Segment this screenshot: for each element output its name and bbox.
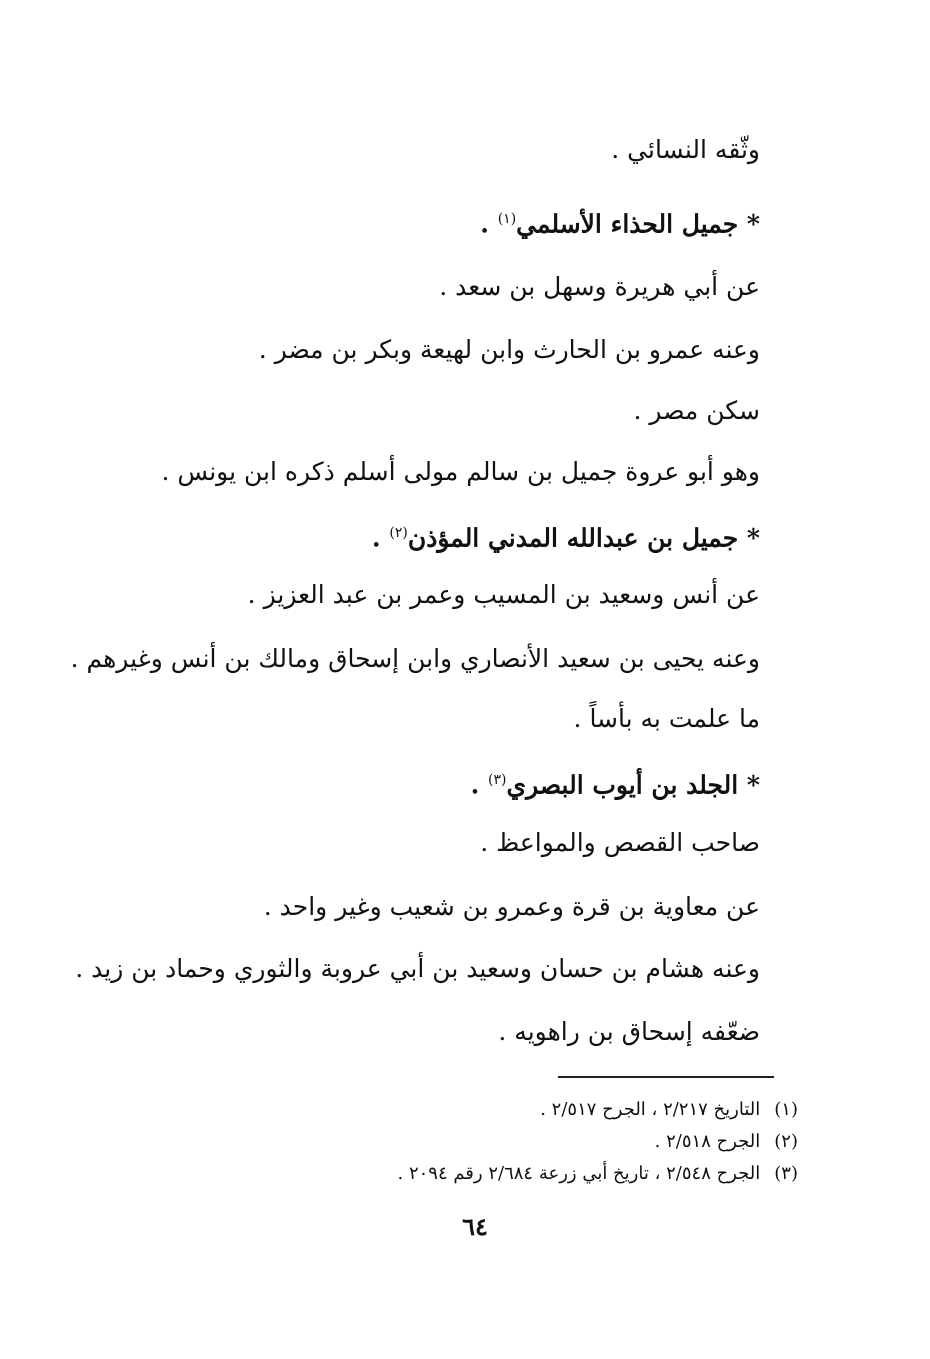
footnote-text: التاريخ ٢/٢١٧ ، الجرح ٢/٥١٧ . xyxy=(540,1099,761,1120)
footnote-text: الجرح ٢/٥٤٨ ، تاريخ أبي زرعة ٢/٦٨٤ رقم ٢٠٩٤ . xyxy=(397,1163,761,1184)
text-line: ما علمت به بأساً . xyxy=(573,704,760,733)
entry-title: الجلد بن أيوب البصري xyxy=(506,770,739,800)
footnote-ref: (٣) xyxy=(488,772,507,788)
text-line: عن معاوية بن قرة وعمرو بن شعيب وغير واحد . xyxy=(263,892,760,921)
entry-title: جميل بن عبدالله المدني المؤذن xyxy=(407,523,739,553)
footnote-ref: (٢) xyxy=(389,525,408,541)
text-line: وهو أبو عروة جميل بن سالم مولى أسلم ذكره ابن يونس . xyxy=(161,457,760,486)
footnote-number: (١) xyxy=(774,1099,798,1120)
text-line: وعنه هشام بن حسان وسعيد بن أبي عروبة والثوري وحماد بن زيد . xyxy=(75,954,760,983)
text-line: وعنه عمرو بن الحارث وابن لهيعة وبكر بن مضر . xyxy=(258,335,760,364)
text-line: عن أبي هريرة وسهل بن سعد . xyxy=(439,272,760,301)
entry-heading xyxy=(372,516,760,555)
footnote xyxy=(655,1130,798,1154)
entry-marker: * xyxy=(746,770,760,800)
entry-heading xyxy=(480,202,760,241)
footnote-divider xyxy=(558,1076,774,1078)
entry-marker: * xyxy=(746,523,760,553)
entry-end: . xyxy=(470,770,480,800)
page-number: ٦٤ xyxy=(462,1212,488,1241)
footnote-ref: (١) xyxy=(497,211,517,227)
text-line: صاحب القصص والمواعظ . xyxy=(480,828,760,857)
footnote xyxy=(540,1098,798,1122)
footnote xyxy=(397,1162,798,1186)
footnote-number: (٣) xyxy=(774,1163,798,1184)
text-line: ضعّفه إسحاق بن راهويه . xyxy=(498,1017,760,1046)
footnote-number: (٢) xyxy=(774,1131,798,1152)
entry-heading xyxy=(471,763,760,802)
entry-end: . xyxy=(480,209,489,239)
text-line: عن أنس وسعيد بن المسيب وعمر بن عبد العزيز . xyxy=(247,580,760,609)
entry-marker: * xyxy=(746,209,760,239)
footnote-text: الجرح ٢/٥١٨ . xyxy=(654,1131,761,1152)
text-line: وعنه يحيى بن سعيد الأنصاري وابن إسحاق ومالك بن أنس وغيرهم . xyxy=(70,644,760,673)
text-line: وثّقه النسائي . xyxy=(611,135,760,164)
text-line: سكن مصر . xyxy=(633,396,760,425)
entry-title: جميل الحذاء الأسلمي xyxy=(516,209,739,239)
entry-end: . xyxy=(371,523,381,553)
